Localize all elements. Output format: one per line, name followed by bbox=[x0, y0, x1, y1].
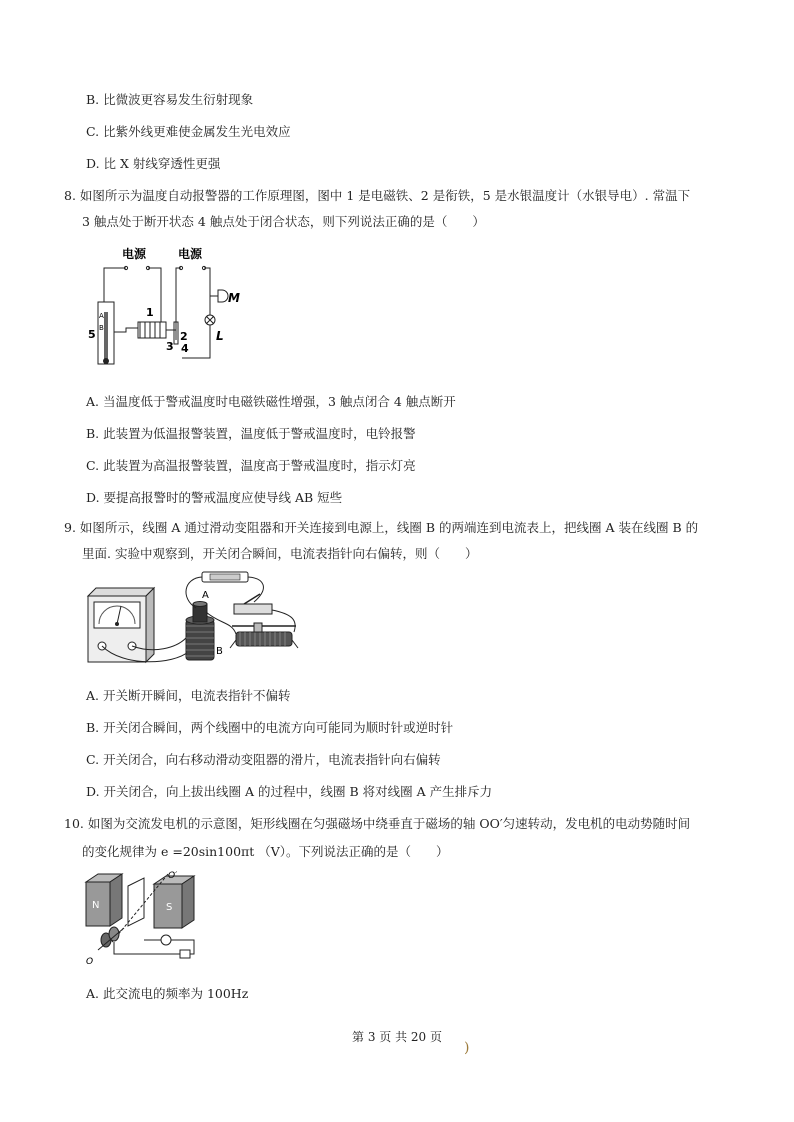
q8-label-l: L bbox=[216, 329, 224, 343]
q8-label-4: 4 bbox=[181, 342, 189, 355]
q8-stem-line1: 8. 如图所示为温度自动报警器的工作原理图，图中 1 是电磁铁、2 是衔铁，5 是水银温度计（水银导电）. 常温下 bbox=[64, 188, 691, 203]
q10-stem-line1: 10. 如图为交流发电机的示意图，矩形线圈在匀强磁场中绕垂直于磁场的轴 OO′匀速转动，发电机的电动势随时间 bbox=[64, 816, 691, 831]
q10-option-a: A. 此交流电的频率为 100Hz bbox=[86, 986, 249, 1001]
q9-stem-line1: 9. 如图所示，线圈 A 通过滑动变阻器和开关连接到电源上，线圈 B 的两端连到电流表上，把线圈 A 装在线圈 B 的 bbox=[64, 520, 699, 535]
q9-label-a: A bbox=[202, 590, 209, 601]
q9-label-b: B bbox=[216, 646, 223, 657]
q10-stem-line2: 的变化规律为 e =20sin100πt （V）。下列说法正确的是（ ） bbox=[82, 844, 449, 859]
q7-option-c: C. 比紫外线更难使金属发生光电效应 bbox=[86, 124, 291, 139]
q8-label-a: A bbox=[99, 312, 104, 320]
q8-label-m: M bbox=[228, 291, 240, 305]
q8-label-1: 1 bbox=[146, 306, 154, 319]
stray-mark: ) bbox=[464, 1040, 470, 1056]
q9-option-a: A. 开关断开瞬间，电流表指针不偏转 bbox=[86, 688, 291, 703]
q10-generator-figure bbox=[84, 868, 214, 968]
q8-option-b: B. 此装置为低温报警装置，温度低于警戒温度时，电铃报警 bbox=[86, 426, 416, 441]
q10-label-n: N bbox=[92, 900, 100, 911]
q10-label-s: S bbox=[166, 902, 173, 913]
q8-alarm-circuit-figure bbox=[86, 240, 256, 372]
q8-label-3: 3 bbox=[166, 340, 174, 353]
q9-induction-figure bbox=[84, 568, 310, 668]
q8-stem-line2: 3 触点处于断开状态 4 触点处于闭合状态，则下列说法正确的是（ ） bbox=[82, 214, 485, 229]
q9-option-d: D. 开关闭合，向上拔出线圈 A 的过程中，线圈 B 将对线圈 A 产生排斥力 bbox=[86, 784, 493, 799]
q9-option-c: C. 开关闭合，向右移动滑动变阻器的滑片，电流表指针向右偏转 bbox=[86, 752, 441, 767]
q9-stem-line2: 里面. 实验中观察到，开关闭合瞬间，电流表指针向右偏转，则（ ） bbox=[82, 546, 478, 561]
q8-power-label-left: 电源 bbox=[122, 247, 147, 261]
page-footer: 第 3 页 共 20 页 bbox=[352, 1030, 442, 1044]
q8-option-d: D. 要提高报警时的警戒温度应使导线 AB 短些 bbox=[86, 490, 343, 505]
q7-option-d: D. 比 X 射线穿透性更强 bbox=[86, 156, 221, 171]
q8-label-b: B bbox=[99, 324, 104, 332]
q10-label-o-bottom: O bbox=[86, 957, 94, 967]
q8-label-2: 2 bbox=[180, 330, 188, 343]
q8-option-c: C. 此装置为高温报警装置，温度高于警戒温度时，指示灯亮 bbox=[86, 458, 416, 473]
q8-label-5: 5 bbox=[88, 328, 96, 341]
q7-option-b: B. 比微波更容易发生衍射现象 bbox=[86, 92, 254, 107]
q8-option-a: A. 当温度低于警戒温度时电磁铁磁性增强，3 触点闭合 4 触点断开 bbox=[86, 394, 456, 409]
q10-label-o-top: O′ bbox=[168, 871, 178, 881]
q8-power-label-right: 电源 bbox=[178, 247, 203, 261]
q9-option-b: B. 开关闭合瞬间，两个线圈中的电流方向可能同为顺时针或逆时针 bbox=[86, 720, 454, 735]
